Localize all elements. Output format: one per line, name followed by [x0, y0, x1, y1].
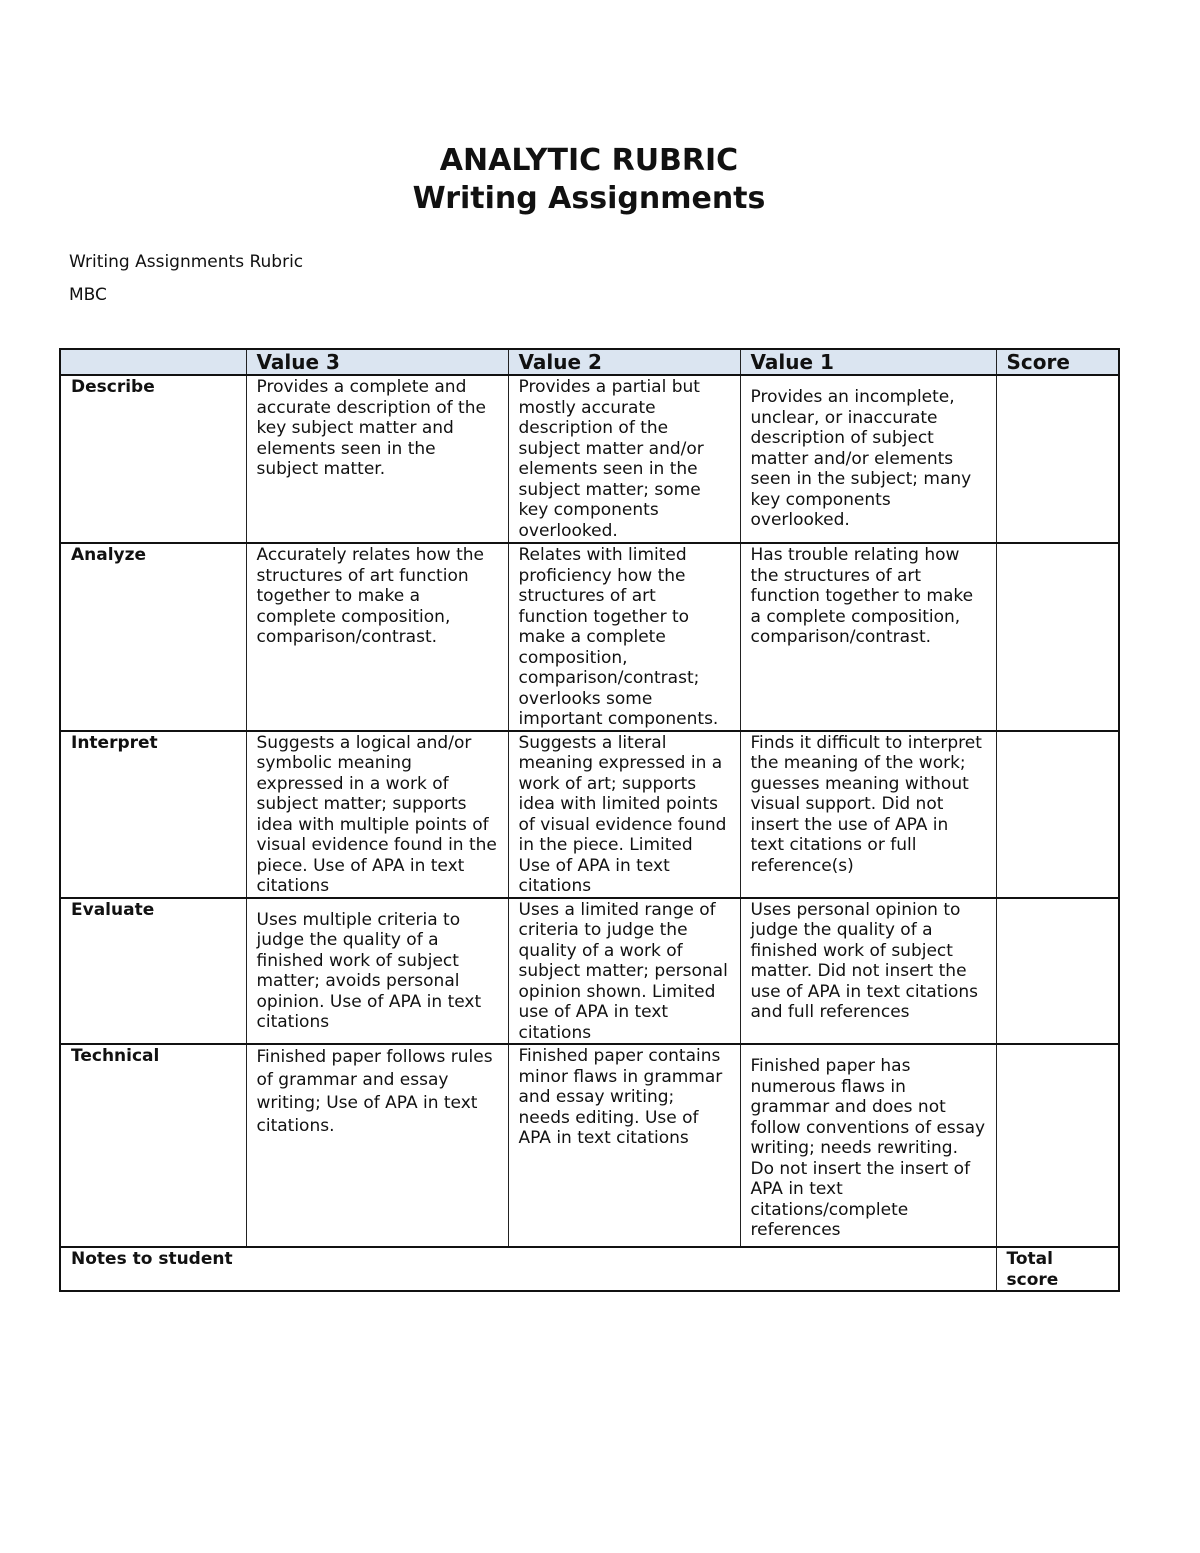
- total-score-field[interactable]: Total score: [996, 1247, 1119, 1291]
- document-title-block: [0, 142, 1178, 218]
- institution-line: MBC: [69, 285, 107, 305]
- value-2-cell: Finished paper contains minor flaws in grammar and essay writing; needs editing. Use of APA in text citations: [508, 1044, 740, 1247]
- value-2-cell: Provides a partial but mostly accurate description of the subject matter and/or elements seen in the subject matter; some key components overlooked.: [508, 375, 740, 543]
- header-criterion: [60, 349, 246, 375]
- value-3-cell: Provides a complete and accurate description of the key subject matter and elements seen in the subject matter.: [246, 375, 508, 543]
- score-cell[interactable]: [996, 543, 1119, 731]
- criterion-label: Technical: [60, 1044, 246, 1247]
- header-value-2: Value 2: [508, 349, 740, 375]
- rubric-row-describe: [60, 375, 1119, 543]
- value-2-cell: Suggests a literal meaning expressed in a work of art; supports idea with limited points of visual evidence found in the piece. Limited Use of APA in text citations: [508, 731, 740, 898]
- value-3-cell: Suggests a logical and/or symbolic meaning expressed in a work of subject matter; supports idea with multiple points of visual evidence found in the piece. Use of APA in text citations: [246, 731, 508, 898]
- value-1-cell: Finished paper has numerous flaws in grammar and does not follow conventions of essay writing; needs rewriting. Do not insert the insert of APA in text citations/complete references: [740, 1044, 996, 1247]
- rubric-table: [59, 348, 1120, 1292]
- criterion-label: Describe: [60, 375, 246, 543]
- score-cell[interactable]: [996, 1044, 1119, 1247]
- value-2-cell: Uses a limited range of criteria to judge the quality of a work of subject matter; personal opinion shown. Limited use of APA in text citations: [508, 898, 740, 1045]
- document-title: ANALYTIC RUBRIC: [439, 143, 739, 178]
- rubric-notes-row: [60, 1247, 1119, 1291]
- value-2-cell: Relates with limited proficiency how the structures of art function together to make a complete composition, comparison/contrast; overlooks some important components.: [508, 543, 740, 731]
- header-value-1: Value 1: [740, 349, 996, 375]
- value-1-cell: Has trouble relating how the structures of art function together to make a complete composition, comparison/contrast.: [740, 543, 996, 731]
- criterion-label: Interpret: [60, 731, 246, 898]
- rubric-row-evaluate: [60, 898, 1119, 1045]
- value-3-cell: Uses multiple criteria to judge the quality of a finished work of subject matter; avoids personal opinion. Use of APA in text citations: [246, 898, 508, 1045]
- score-cell[interactable]: [996, 731, 1119, 898]
- rubric-row-interpret: [60, 731, 1119, 898]
- criterion-label: Evaluate: [60, 898, 246, 1045]
- value-1-cell: Uses personal opinion to judge the quality of a finished work of subject matter. Did not insert the use of APA in text citations and full references: [740, 898, 996, 1045]
- value-3-cell: Finished paper follows rules of grammar and essay writing; Use of APA in text citations.: [246, 1044, 508, 1247]
- notes-to-student-field[interactable]: Notes to student: [60, 1247, 996, 1291]
- score-cell[interactable]: [996, 375, 1119, 543]
- rubric-header-row: [60, 349, 1119, 375]
- header-value-3: Value 3: [246, 349, 508, 375]
- criterion-label: Analyze: [60, 543, 246, 731]
- header-score: Score: [996, 349, 1119, 375]
- rubric-row-analyze: [60, 543, 1119, 731]
- score-cell[interactable]: [996, 898, 1119, 1045]
- value-3-cell: Accurately relates how the structures of art function together to make a complete composition, comparison/contrast.: [246, 543, 508, 731]
- rubric-name-line: Writing Assignments Rubric: [69, 252, 304, 272]
- document-subtitle: Writing Assignments: [412, 181, 766, 216]
- rubric-row-technical: [60, 1044, 1119, 1247]
- value-1-cell: Provides an incomplete, unclear, or inaccurate description of subject matter and/or elements seen in the subject; many key components overlooked.: [740, 375, 996, 543]
- value-1-cell: Finds it difficult to interpret the meaning of the work; guesses meaning without visual support. Did not insert the use of APA in text citations or full reference(s): [740, 731, 996, 898]
